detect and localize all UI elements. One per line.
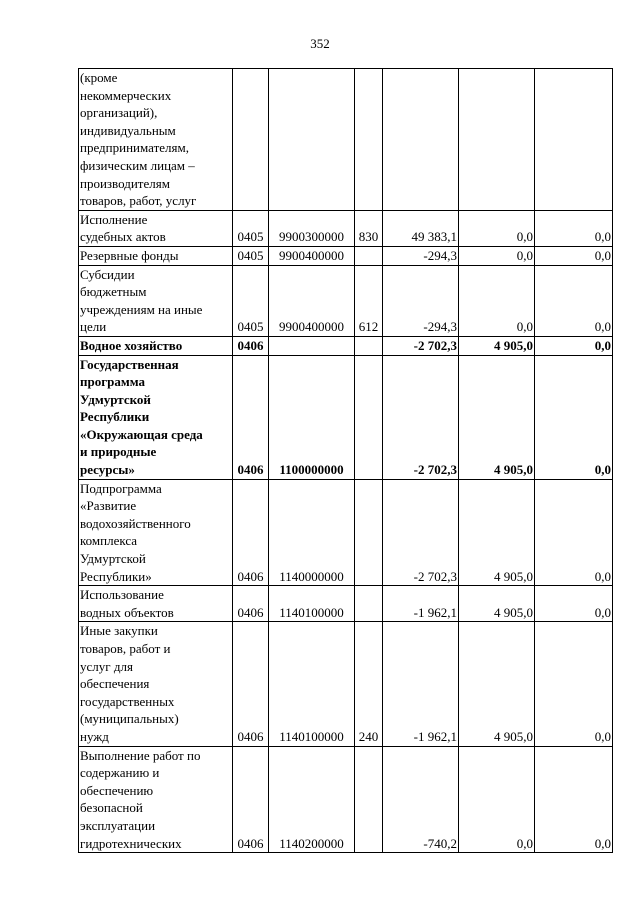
table-row (79, 622, 613, 746)
target-article-cell: 9900400000 (269, 246, 355, 265)
row-name-text: Государственная программа Удмуртской Республики «Окружающая среда и природные ресурсы» (80, 356, 203, 478)
amount-3-cell: 0,0 (535, 336, 613, 355)
expense-type-cell: 830 (355, 210, 383, 246)
amount-2-cell: 4 905,0 (459, 622, 535, 746)
row-name-text: Исполнение судебных актов (80, 211, 166, 245)
table-row (79, 246, 613, 265)
amount-2-cell: 0,0 (459, 210, 535, 246)
amount-1-cell: -1 962,1 (383, 622, 459, 746)
expense-type-cell (355, 586, 383, 622)
target-article-cell: 1140000000 (269, 479, 355, 586)
row-name-text: Выполнение работ по содержанию и обеспечению безопасной эксплуатации гидротехнических (80, 747, 201, 851)
row-name-text: Водное хозяйство (80, 337, 183, 353)
amount-3-cell: 0,0 (535, 210, 613, 246)
page-number: 352 (310, 36, 330, 51)
row-name-text: Субсидии бюджетным учреждениям на иные цели (80, 266, 203, 335)
expense-type-cell (355, 746, 383, 853)
expense-type-cell: 612 (355, 265, 383, 336)
table-row (79, 69, 613, 211)
section-code-cell (233, 69, 269, 211)
expense-type-cell (355, 69, 383, 211)
amount-1-cell: -1 962,1 (383, 586, 459, 622)
section-code-cell: 0405 (233, 265, 269, 336)
table-row (79, 355, 613, 479)
amount-1-cell (383, 69, 459, 211)
target-article-cell: 1140100000 (269, 622, 355, 746)
row-name-text: Использование водных объектов (80, 587, 174, 620)
row-name-text: Подпрограмма «Развитие водохозяйственного комплекса Удмуртской Республики» (80, 480, 191, 584)
amount-3-cell: 0,0 (535, 622, 613, 746)
target-article-cell: 1100000000 (269, 355, 355, 479)
table-row (79, 586, 613, 622)
amount-2-cell: 0,0 (459, 265, 535, 336)
target-article-cell (269, 69, 355, 211)
row-name-cell (79, 479, 233, 586)
amount-3-cell: 0,0 (535, 265, 613, 336)
amount-1-cell: -2 702,3 (383, 479, 459, 586)
row-name-cell (79, 355, 233, 479)
amount-3-cell: 0,0 (535, 355, 613, 479)
amount-3-cell: 0,0 (535, 586, 613, 622)
row-name-cell (79, 265, 233, 336)
amount-2-cell: 4 905,0 (459, 336, 535, 355)
row-name-text: Иные закупки товаров, работ и услуг для обеспечения государственных (муниципальных) нужд (80, 623, 179, 744)
table-row (79, 336, 613, 355)
amount-2-cell: 0,0 (459, 746, 535, 853)
expense-type-cell: 240 (355, 622, 383, 746)
expense-type-cell (355, 336, 383, 355)
target-article-cell: 1140200000 (269, 746, 355, 853)
target-article-cell: 9900400000 (269, 265, 355, 336)
row-name-cell (79, 586, 233, 622)
section-code-cell: 0405 (233, 246, 269, 265)
section-code-cell: 0406 (233, 586, 269, 622)
amount-2-cell: 4 905,0 (459, 586, 535, 622)
amount-2-cell: 4 905,0 (459, 355, 535, 479)
amount-1-cell: -2 702,3 (383, 336, 459, 355)
budget-table (78, 68, 613, 853)
section-code-cell: 0406 (233, 336, 269, 355)
expense-type-cell (355, 355, 383, 479)
target-article-cell: 1140100000 (269, 586, 355, 622)
row-name-cell (79, 622, 233, 746)
expense-type-cell (355, 479, 383, 586)
row-name-text: (кроме некоммерческих организаций), индивидуальным предпринимателям, физическим лицам – производителям товаров, работ, услуг (80, 70, 197, 209)
amount-2-cell: 4 905,0 (459, 479, 535, 586)
amount-1-cell: 49 383,1 (383, 210, 459, 246)
target-article-cell (269, 336, 355, 355)
section-code-cell: 0406 (233, 355, 269, 479)
amount-1-cell: -294,3 (383, 265, 459, 336)
row-name-cell (79, 336, 233, 355)
amount-1-cell: -294,3 (383, 246, 459, 265)
amount-3-cell: 0,0 (535, 246, 613, 265)
amount-3-cell (535, 69, 613, 211)
table-row (79, 746, 613, 853)
section-code-cell: 0406 (233, 622, 269, 746)
table-row (79, 479, 613, 586)
target-article-cell: 9900300000 (269, 210, 355, 246)
amount-2-cell: 0,0 (459, 246, 535, 265)
row-name-cell (79, 69, 233, 211)
amount-3-cell: 0,0 (535, 746, 613, 853)
amount-3-cell: 0,0 (535, 479, 613, 586)
section-code-cell: 0405 (233, 210, 269, 246)
section-code-cell: 0406 (233, 746, 269, 853)
row-name-text: Резервные фонды (80, 247, 179, 263)
row-name-cell (79, 210, 233, 246)
row-name-cell (79, 746, 233, 853)
expense-type-cell (355, 246, 383, 265)
amount-2-cell (459, 69, 535, 211)
table-row (79, 210, 613, 246)
amount-1-cell: -740,2 (383, 746, 459, 853)
amount-1-cell: -2 702,3 (383, 355, 459, 479)
row-name-cell (79, 246, 233, 265)
section-code-cell: 0406 (233, 479, 269, 586)
table-row (79, 265, 613, 336)
